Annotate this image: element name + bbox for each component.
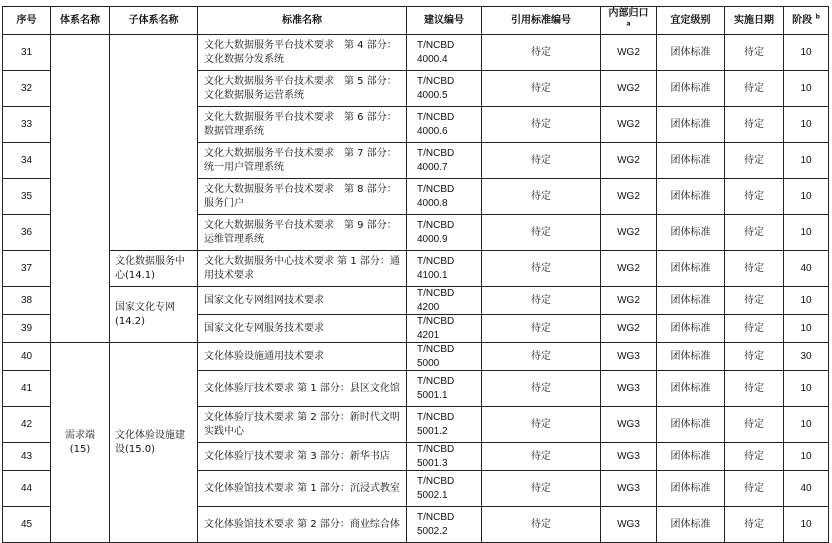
row-std-name: 文化大数据服务平台技术要求 第 4 部分：文化数据分发系统 [198, 35, 407, 71]
row-ref: 待定 [482, 143, 601, 179]
row-seq: 35 [3, 179, 51, 215]
row-level: 团体标准 [657, 343, 725, 371]
row-code: T/NCBD 4000.5 [407, 71, 482, 107]
row-level: 团体标准 [657, 471, 725, 507]
row-ref: 待定 [482, 35, 601, 71]
row-date: 待定 [725, 143, 784, 179]
row-level: 团体标准 [657, 371, 725, 407]
row-ref: 待定 [482, 471, 601, 507]
row-stage: 10 [784, 287, 829, 315]
row-ref: 待定 [482, 251, 601, 287]
row-std-name: 文化大数据服务平台技术要求 第 6 部分：数据管理系统 [198, 107, 407, 143]
header-owner-note: a [626, 20, 631, 28]
row-seq: 37 [3, 251, 51, 287]
subsystem-cell: 国家文化专网(14.2) [110, 287, 198, 343]
row-date: 待定 [725, 71, 784, 107]
row-ref: 待定 [482, 443, 601, 471]
row-stage: 10 [784, 371, 829, 407]
row-owner: WG3 [601, 443, 657, 471]
row-stage: 10 [784, 443, 829, 471]
header-row [3, 7, 829, 35]
row-seq: 45 [3, 507, 51, 543]
row-stage: 10 [784, 179, 829, 215]
row-ref: 待定 [482, 315, 601, 343]
row-owner: WG2 [601, 215, 657, 251]
header-ref: 引用标准编号 [482, 7, 601, 35]
row-code: T/NCBD 5001.1 [407, 371, 482, 407]
header-owner-label: 内部归口 [608, 8, 649, 19]
row-stage: 10 [784, 507, 829, 543]
row-stage: 10 [784, 407, 829, 443]
row-owner: WG3 [601, 507, 657, 543]
row-seq: 44 [3, 471, 51, 507]
row-level: 团体标准 [657, 107, 725, 143]
row-owner: WG2 [601, 143, 657, 179]
row-std-name: 文化体验馆技术要求 第 1 部分：沉浸式教室 [198, 471, 407, 507]
row-owner: WG3 [601, 471, 657, 507]
row-level: 团体标准 [657, 507, 725, 543]
row-seq: 41 [3, 371, 51, 407]
table-row [3, 35, 829, 71]
row-owner: WG3 [601, 343, 657, 371]
row-seq: 39 [3, 315, 51, 343]
row-std-name: 国家文化专网组网技术要求 [198, 287, 407, 315]
row-std-name: 文化大数据服务平台技术要求 第 7 部分：统一用户管理系统 [198, 143, 407, 179]
row-ref: 待定 [482, 215, 601, 251]
row-seq: 42 [3, 407, 51, 443]
row-owner: WG2 [601, 287, 657, 315]
row-std-name: 文化体验馆技术要求 第 2 部分：商业综合体 [198, 507, 407, 543]
row-level: 团体标准 [657, 215, 725, 251]
row-date: 待定 [725, 287, 784, 315]
row-ref: 待定 [482, 71, 601, 107]
row-code: T/NCBD 4000.9 [407, 215, 482, 251]
row-level: 团体标准 [657, 179, 725, 215]
row-std-name: 国家文化专网服务技术要求 [198, 315, 407, 343]
row-date: 待定 [725, 251, 784, 287]
row-stage: 10 [784, 143, 829, 179]
row-code: T/NCBD 5002.2 [407, 507, 482, 543]
row-std-name: 文化体验厅技术要求 第 2 部分：新时代文明实践中心 [198, 407, 407, 443]
row-stage: 40 [784, 471, 829, 507]
row-code: T/NCBD 4201 [407, 315, 482, 343]
row-stage: 10 [784, 71, 829, 107]
row-date: 待定 [725, 107, 784, 143]
row-level: 团体标准 [657, 251, 725, 287]
row-level: 团体标准 [657, 71, 725, 107]
row-std-name: 文化大数据服务平台技术要求 第 8 部分：服务门户 [198, 179, 407, 215]
row-level: 团体标准 [657, 35, 725, 71]
row-code: T/NCBD 4000.7 [407, 143, 482, 179]
row-seq: 34 [3, 143, 51, 179]
row-ref: 待定 [482, 507, 601, 543]
row-seq: 31 [3, 35, 51, 71]
row-date: 待定 [725, 443, 784, 471]
row-owner: WG2 [601, 179, 657, 215]
header-system: 体系名称 [51, 7, 110, 35]
row-stage: 40 [784, 251, 829, 287]
table-row [3, 343, 829, 371]
system-code: (15) [69, 443, 91, 455]
row-owner: WG2 [601, 35, 657, 71]
table-row [3, 287, 829, 315]
row-level: 团体标准 [657, 143, 725, 179]
header-subsystem: 子体系名称 [110, 7, 198, 35]
row-std-name: 文化体验设施通用技术要求 [198, 343, 407, 371]
row-date: 待定 [725, 343, 784, 371]
header-std-name: 标准名称 [198, 7, 407, 35]
row-seq: 36 [3, 215, 51, 251]
row-seq: 43 [3, 443, 51, 471]
row-date: 待定 [725, 215, 784, 251]
row-owner: WG3 [601, 407, 657, 443]
row-code: T/NCBD 4100.1 [407, 251, 482, 287]
subsystem-cell: 文化体验设施建设(15.0) [110, 343, 198, 543]
system-cell-upper [51, 35, 110, 343]
row-seq: 32 [3, 71, 51, 107]
row-stage: 10 [784, 107, 829, 143]
row-seq: 38 [3, 287, 51, 315]
header-level: 宜定级别 [657, 7, 725, 35]
subsystem-cell-upper [110, 35, 198, 251]
row-code: T/NCBD 5001.3 [407, 443, 482, 471]
standards-table [2, 6, 829, 543]
row-ref: 待定 [482, 343, 601, 371]
row-date: 待定 [725, 371, 784, 407]
row-stage: 10 [784, 35, 829, 71]
row-seq: 33 [3, 107, 51, 143]
row-ref: 待定 [482, 287, 601, 315]
row-level: 团体标准 [657, 287, 725, 315]
row-std-name: 文化大数据服务平台技术要求 第 9 部分：运维管理系统 [198, 215, 407, 251]
row-owner: WG2 [601, 251, 657, 287]
row-ref: 待定 [482, 407, 601, 443]
header-owner [601, 7, 657, 35]
row-date: 待定 [725, 179, 784, 215]
header-stage [784, 7, 829, 35]
row-code: T/NCBD 4200 [407, 287, 482, 315]
row-seq: 40 [3, 343, 51, 371]
header-date: 实施日期 [725, 7, 784, 35]
row-std-name: 文化大数据服务平台技术要求 第 5 部分：文化数据服务运营系统 [198, 71, 407, 107]
row-std-name: 文化体验厅技术要求 第 1 部分：县区文化馆 [198, 371, 407, 407]
row-date: 待定 [725, 407, 784, 443]
header-code: 建议编号 [407, 7, 482, 35]
row-std-name: 文化体验厅技术要求 第 3 部分：新华书店 [198, 443, 407, 471]
row-level: 团体标准 [657, 443, 725, 471]
header-stage-note: b [815, 13, 820, 21]
row-code: T/NCBD 5000 [407, 343, 482, 371]
row-code: T/NCBD 4000.8 [407, 179, 482, 215]
row-level: 团体标准 [657, 315, 725, 343]
row-code: T/NCBD 5002.1 [407, 471, 482, 507]
row-date: 待定 [725, 35, 784, 71]
row-date: 待定 [725, 507, 784, 543]
header-seq: 序号 [3, 7, 51, 35]
row-std-name: 文化大数据服务中心技术要求 第 1 部分：通用技术要求 [198, 251, 407, 287]
system-name: 需求端 [65, 430, 95, 441]
row-date: 待定 [725, 471, 784, 507]
row-ref: 待定 [482, 179, 601, 215]
row-code: T/NCBD 4000.6 [407, 107, 482, 143]
row-owner: WG2 [601, 315, 657, 343]
row-stage: 10 [784, 315, 829, 343]
table-row [3, 251, 829, 287]
row-owner: WG2 [601, 107, 657, 143]
row-owner: WG2 [601, 71, 657, 107]
row-code: T/NCBD 4000.4 [407, 35, 482, 71]
row-date: 待定 [725, 315, 784, 343]
row-stage: 30 [784, 343, 829, 371]
system-cell [51, 343, 110, 543]
row-ref: 待定 [482, 107, 601, 143]
row-level: 团体标准 [657, 407, 725, 443]
row-code: T/NCBD 5001.2 [407, 407, 482, 443]
subsystem-cell: 文化数据服务中心(14.1) [110, 251, 198, 287]
header-stage-label: 阶段 [792, 14, 813, 26]
row-ref: 待定 [482, 371, 601, 407]
row-owner: WG3 [601, 371, 657, 407]
row-stage: 10 [784, 215, 829, 251]
